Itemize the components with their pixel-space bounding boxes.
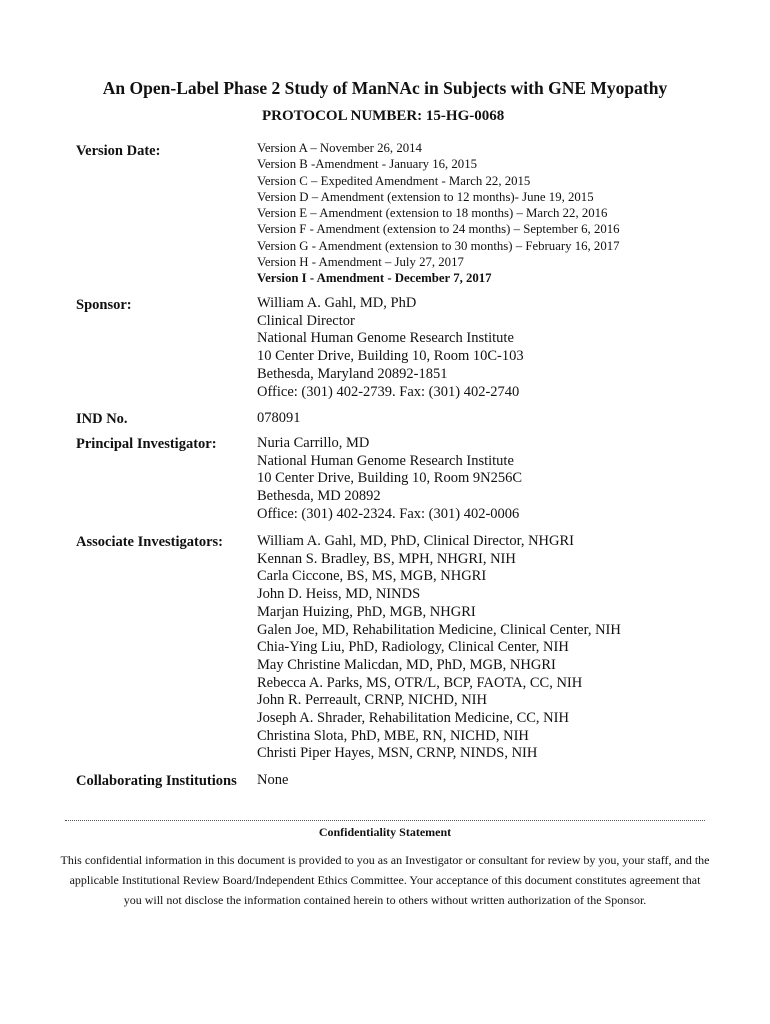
- ind-value-wrap: [257, 410, 301, 428]
- principal-investigator-line: National Human Genome Research Institute: [257, 452, 514, 469]
- document-title: An Open-Label Phase 2 Study of ManNAc in Subjects with GNE Myopathy: [102, 78, 668, 98]
- version-item: Version B -Amendment - January 16, 2015: [257, 157, 477, 172]
- principal-investigator-line: 10 Center Drive, Building 10, Room 9N256C: [257, 470, 523, 487]
- version-list: [257, 140, 620, 287]
- principal-investigator-line: Nuria Carrillo, MD: [257, 435, 370, 451]
- associate-investigator: Christina Slota, PhD, MBE, RN, NICHD, NIH: [257, 727, 529, 744]
- principal-investigator-details: [257, 435, 522, 524]
- associate-investigator: Carla Ciccone, BS, MS, MGB, NHGRI: [257, 568, 487, 585]
- associate-investigator: Rebecca A. Parks, MS, OTR/L, BCP, FAOTA, CC, NIH: [257, 674, 583, 691]
- sponsor-line: William A. Gahl, MD, PhD: [257, 295, 417, 311]
- sponsor-line: 10 Center Drive, Building 10, Room 10C-103: [257, 348, 524, 365]
- ind-value: 078091: [257, 410, 301, 426]
- associate-investigator: John D. Heiss, MD, NINDS: [257, 586, 421, 603]
- version-item: Version F - Amendment (extension to 24 months) – September 6, 2016: [257, 222, 620, 237]
- ind-label: IND No.: [76, 411, 128, 427]
- version-item: Version E – Amendment (extension to 18 months) – March 22, 2016: [257, 206, 608, 221]
- version-item: Version C – Expedited Amendment - March 22, 2015: [257, 173, 531, 188]
- version-item: Version H - Amendment – July 27, 2017: [257, 255, 464, 270]
- principal-investigator-line: Office: (301) 402-2324. Fax: (301) 402-0006: [257, 505, 520, 522]
- associate-investigators-list: [257, 533, 621, 763]
- associate-investigator: Joseph A. Shrader, Rehabilitation Medicine, CC, NIH: [257, 710, 569, 727]
- principal-investigator-label: Principal Investigator:: [76, 436, 217, 452]
- version-item-current: Version I - Amendment - December 7, 2017: [257, 271, 492, 286]
- collaborating-value: None: [257, 772, 289, 788]
- collaborating-value-wrap: [257, 772, 288, 790]
- associate-investigator: Kennan S. Bradley, BS, MPH, NHGRI, NIH: [257, 550, 516, 567]
- associate-investigator: Christi Piper Hayes, MSN, CRNP, NINDS, NIH: [257, 745, 538, 762]
- version-item: Version G - Amendment (extension to 30 months) – February 16, 2017: [257, 238, 620, 253]
- collaborating-label: Collaborating Institutions: [76, 773, 237, 789]
- version-item: Version A – November 26, 2014: [257, 141, 422, 155]
- confidentiality-text: This confidential information in this document is provided to you as an Investigator or consultant for review by you, your staff, and the applicable Institutional Review Board/Independent Ethics Committee. Your acceptance of this document constitutes agreement that you will not disclose the information contained herein to others without written authorization of the Sponsor.: [60, 853, 710, 907]
- associate-investigator: Galen Joe, MD, Rehabilitation Medicine, Clinical Center, NIH: [257, 621, 621, 638]
- associate-investigator: May Christine Malicdan, MD, PhD, MGB, NHGRI: [257, 656, 556, 673]
- version-item: Version D – Amendment (extension to 12 months)- June 19, 2015: [257, 189, 594, 204]
- sponsor-line: Bethesda, Maryland 20892-1851: [257, 365, 448, 382]
- associate-investigator: John R. Perreault, CRNP, NICHD, NIH: [257, 692, 487, 709]
- associate-investigators-label: Associate Investigators:: [76, 534, 223, 550]
- sponsor-label: Sponsor:: [76, 297, 132, 313]
- divider-line: [65, 820, 705, 821]
- associate-investigator: Marjan Huizing, PhD, MGB, NHGRI: [257, 603, 476, 620]
- sponsor-details: [257, 295, 524, 401]
- sponsor-line: National Human Genome Research Institute: [257, 330, 514, 347]
- protocol-number: PROTOCOL NUMBER: 15-HG-0068: [262, 108, 505, 124]
- associate-investigator: William A. Gahl, MD, PhD, Clinical Director, NHGRI: [257, 533, 574, 549]
- principal-investigator-line: Bethesda, MD 20892: [257, 488, 381, 505]
- sponsor-line: Clinical Director: [257, 312, 355, 329]
- sponsor-line: Office: (301) 402-2739. Fax: (301) 402-2740: [257, 383, 520, 400]
- confidentiality-title: Confidentiality Statement: [318, 825, 452, 839]
- version-date-label: Version Date:: [76, 143, 161, 159]
- associate-investigator: Chia-Ying Liu, PhD, Radiology, Clinical Center, NIH: [257, 639, 569, 656]
